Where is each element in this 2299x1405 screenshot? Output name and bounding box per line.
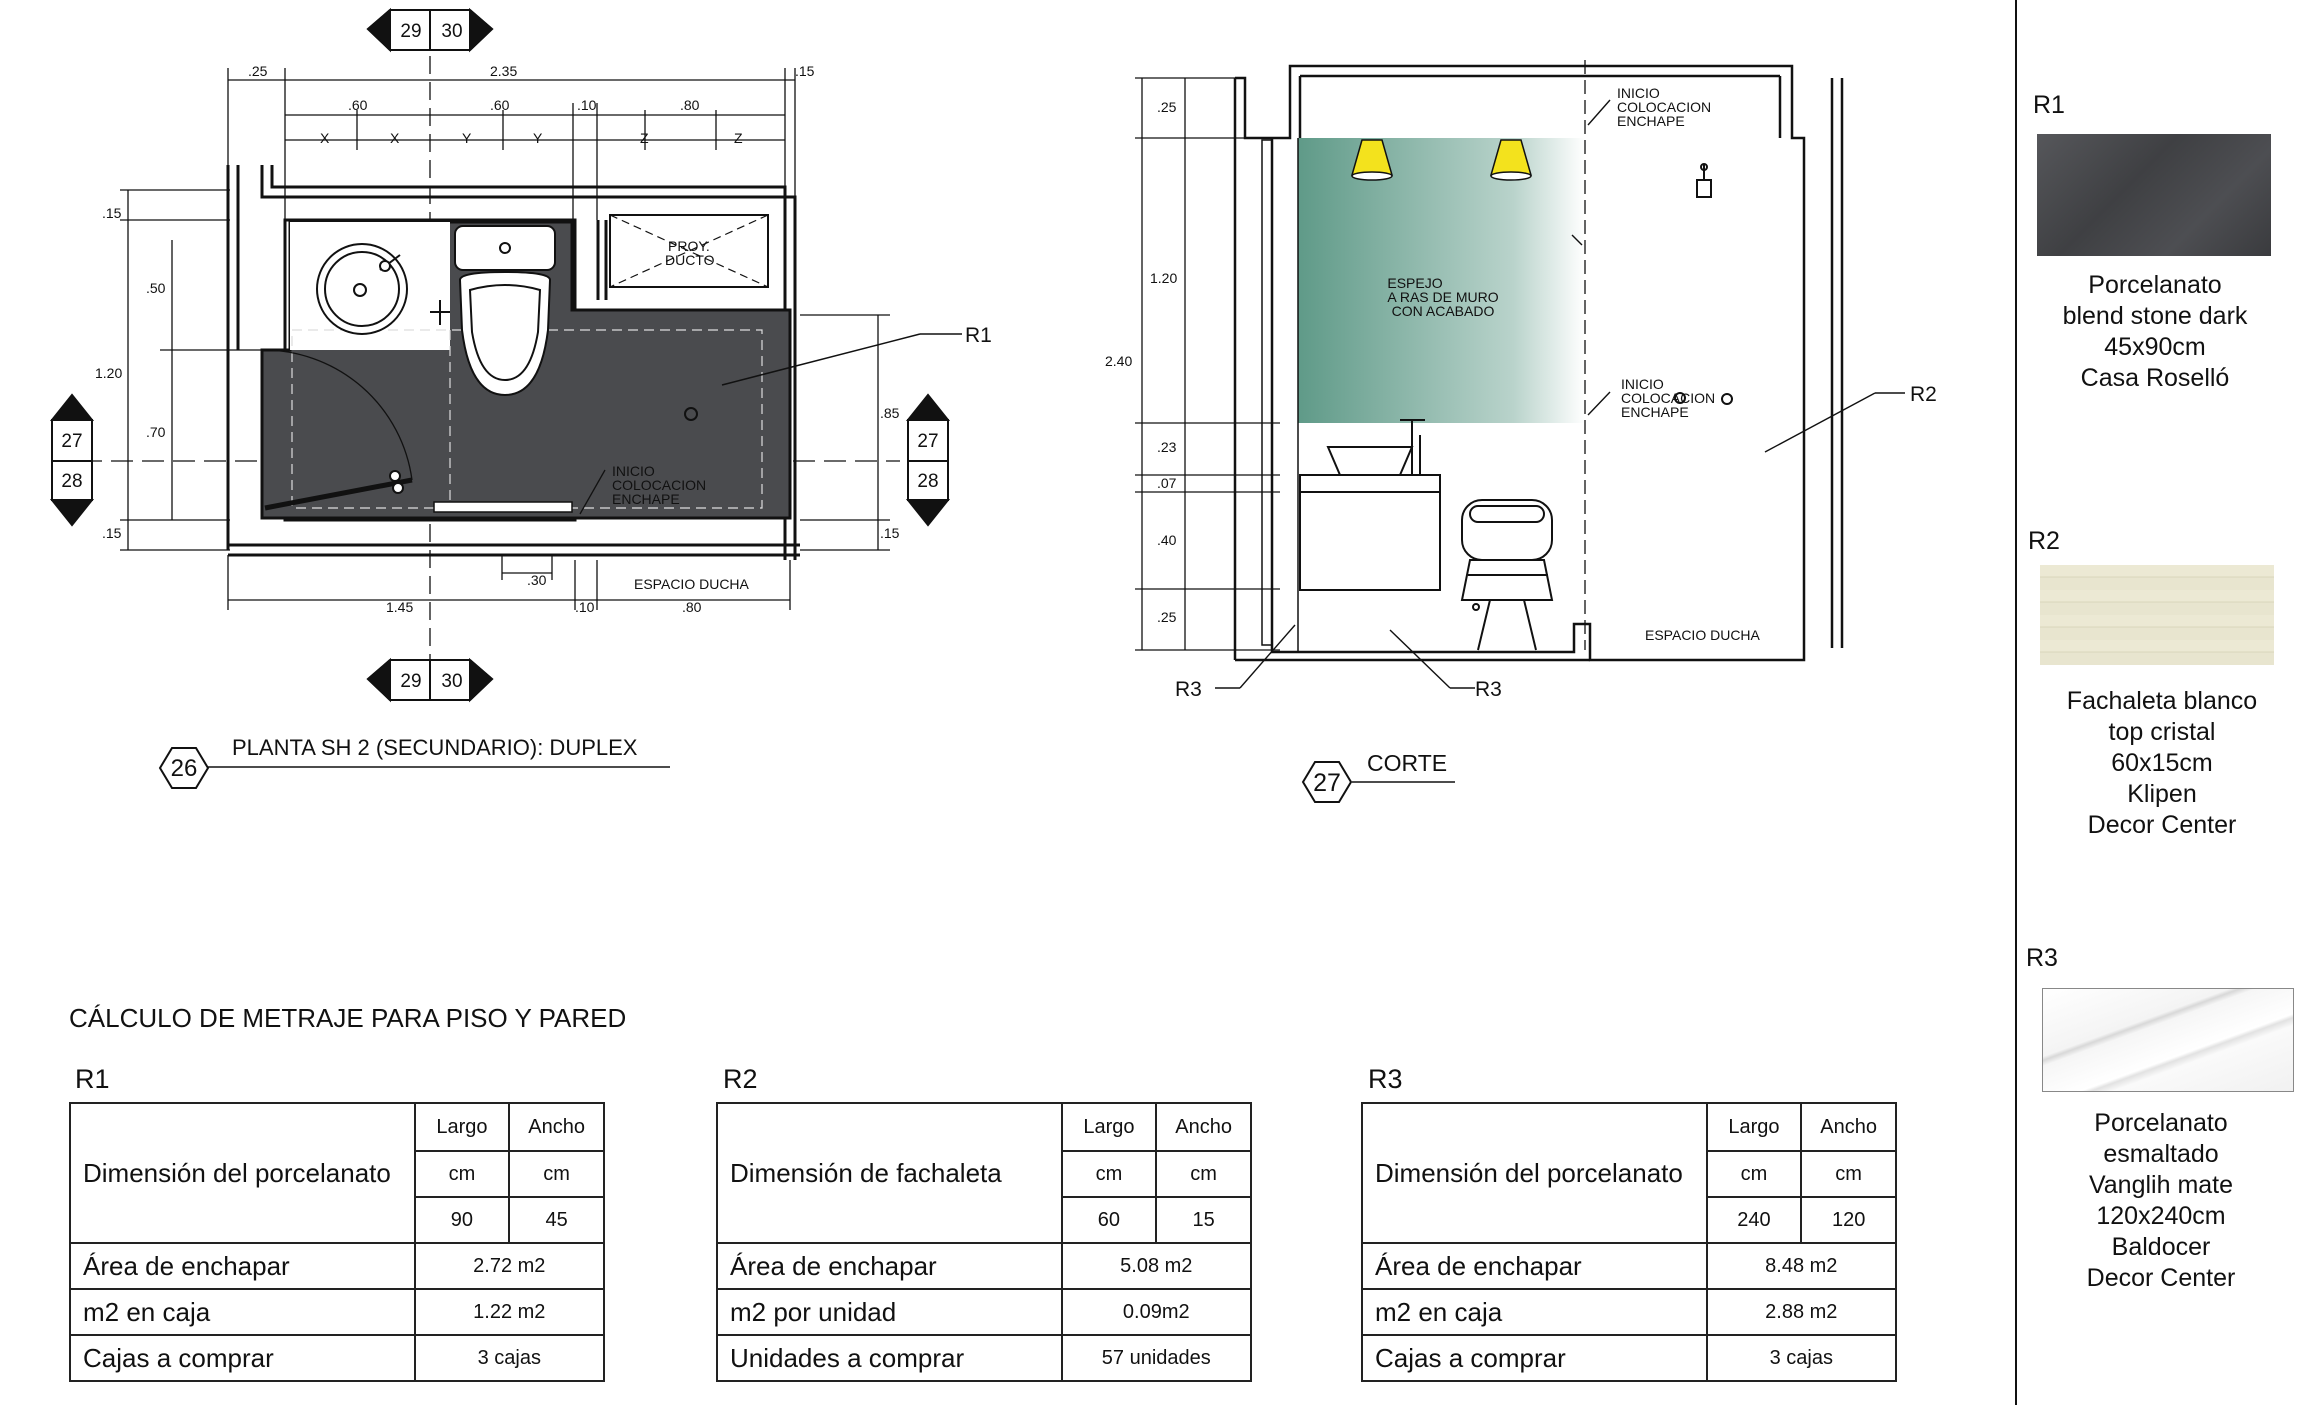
plan-dim-bottom-1: 1.45 [386,599,414,615]
section-dim-5: .40 [1157,532,1177,548]
section-dim-3: .23 [1157,439,1177,455]
plan-start-label-1: INICIO [612,463,655,479]
table-r1-unit-1: cm [415,1151,510,1197]
material-r3-line-6: Decor Center [2086,1264,2236,1292]
material-r3-line-1: Porcelanato [2094,1109,2228,1137]
table-r3 [1361,1102,1897,1382]
plan-dim-right-0: .85 [880,405,900,421]
plan-dim-top-6: .80 [680,97,700,113]
plan-grid-4: Z [640,130,649,146]
table-r2-unit-1: cm [1062,1151,1157,1197]
plan-dim-left-2: 1.20 [95,365,123,381]
section-mirror-label-2: A RAS DE MURO [1387,289,1499,305]
plan-start-label-3: ENCHAPE [612,491,680,507]
plan-dim-top-5: .10 [577,97,597,113]
plan-dim-left-3: .70 [146,424,166,440]
table-r1-largo: 90 [415,1197,510,1243]
table-r3-unit-2: cm [1801,1151,1896,1197]
material-r3-code: R3 [2026,944,2058,972]
table-r3-row2-value: 2.88 m2 [1707,1289,1896,1335]
material-r1-description [2020,270,2290,394]
table-r2-largo: 60 [1062,1197,1157,1243]
section-dim-1: 1.20 [1150,270,1178,286]
section-drawing [1135,60,1905,802]
table-r3-row1-value: 8.48 m2 [1707,1243,1896,1289]
material-r2-description [2027,686,2297,841]
table-r3-unit-1: cm [1707,1151,1802,1197]
material-r1-line-3: 45x90cm [2104,333,2206,361]
section-dim-2: 2.40 [1105,353,1133,369]
material-r1-line-1: Porcelanato [2088,271,2222,299]
plan-title: PLANTA SH 2 (SECUNDARIO): DUPLEX [232,735,638,760]
plan-r1-tag: R1 [965,324,992,347]
marker-left-28: 28 [61,471,83,492]
plan-grid-1: X [390,130,400,146]
material-r1-line-2: blend stone dark [2062,302,2248,330]
marker-right-28: 28 [917,471,939,492]
material-r1-line-4: Casa Roselló [2080,364,2230,392]
section-dim-4: .07 [1157,475,1177,491]
table-r2-row1-label: Área de enchapar [717,1243,1062,1289]
material-r2-line-4: Klipen [2127,780,2197,808]
table-r1-code: R1 [75,1064,110,1094]
plan-dim-top-2: .15 [795,63,815,79]
marker-bottom-29: 29 [400,671,422,692]
table-r3-largo: 240 [1707,1197,1802,1243]
section-dim-0: .25 [1157,99,1177,115]
table-r1-unit-2: cm [509,1151,604,1197]
section-dim-6: .25 [1157,609,1177,625]
table-r2-row1-value: 5.08 m2 [1062,1243,1251,1289]
plan-sink [317,244,407,334]
marker-right-27: 27 [917,431,939,452]
section-left-dimensions [1135,78,1280,650]
table-r1-row1-value: 2.72 m2 [415,1243,604,1289]
section-vanity [1300,420,1440,590]
material-r2-line-1: Fachaleta blanco [2066,687,2258,715]
plan-dim-bottom-2: .10 [575,599,595,615]
material-r3-line-3: Vanglih mate [2088,1171,2234,1199]
table-r3-code: R3 [1368,1064,1403,1094]
material-r2-line-5: Decor Center [2087,811,2237,839]
plan-dim-top-3: .60 [348,97,368,113]
table-r3-row3-label: Cajas a comprar [1362,1335,1707,1381]
material-r3-swatch [2042,988,2294,1092]
section-shower-head [1675,164,1732,404]
material-r3-line-4: 120x240cm [2096,1202,2226,1230]
plan-shower-label: ESPACIO DUCHA [634,576,749,592]
plan-right-dimensions [800,315,890,550]
section-start2-label-1: INICIO [1621,376,1664,392]
table-r2-row2-label: m2 por unidad [717,1289,1062,1335]
plan-dim-top-1: 2.35 [490,63,518,79]
plan-dim-top-0: .25 [248,63,268,79]
table-r1-ancho: 45 [509,1197,604,1243]
table-r2-ancho: 15 [1156,1197,1251,1243]
plan-threshold [434,502,572,512]
section-title: CORTE [1367,750,1448,776]
section-r3-tag-left: R3 [1175,678,1202,701]
section-shower-label: ESPACIO DUCHA [1645,627,1760,643]
marker-bottom-30: 30 [441,671,463,692]
table-r2-h-ancho: Ancho [1156,1103,1251,1151]
table-r2-row3-label: Unidades a comprar [717,1335,1062,1381]
material-r1-swatch [2037,134,2271,256]
material-r3-line-2: esmaltado [2103,1140,2219,1168]
table-r3-h-ancho: Ancho [1801,1103,1896,1151]
section-start-label-3: ENCHAPE [1617,113,1685,129]
plan-duct-label-2: DUCTO [665,252,715,268]
plan-number: 26 [170,755,198,782]
material-r2-swatch [2040,565,2274,665]
section-mirror-label-1: ESPEJO [1387,275,1443,291]
material-r3-line-5: Baldocer [2111,1233,2211,1261]
plan-dim-left-0: .15 [102,205,122,221]
table-r2-row2-value: 0.09m2 [1062,1289,1251,1335]
table-r2 [716,1102,1252,1382]
plan-dim-right-1: .15 [880,525,900,541]
plan-grid-2: Y [462,130,472,146]
plan-dim-left-1: .50 [146,280,166,296]
table-r3-row2-label: m2 en caja [1362,1289,1707,1335]
table-r3-row3-value: 3 cajas [1707,1335,1896,1381]
table-r3-dim-label: Dimensión del porcelanato [1362,1103,1707,1243]
marker-top-30: 30 [441,21,463,42]
section-start2-label-3: ENCHAPE [1621,404,1689,420]
table-r1-h-ancho: Ancho [509,1103,604,1151]
material-r2-code: R2 [2028,527,2060,555]
table-r3-ancho: 120 [1801,1197,1896,1243]
table-r1-row3-label: Cajas a comprar [70,1335,415,1381]
table-r2-code: R2 [723,1064,758,1094]
plan-dim-left-4: .15 [102,525,122,541]
table-r2-unit-2: cm [1156,1151,1251,1197]
plan-duct-label-1: PROY. [668,238,710,254]
table-r2-dim-label: Dimensión de fachaleta [717,1103,1062,1243]
table-r2-h-largo: Largo [1062,1103,1157,1151]
floor-plan [80,30,962,767]
table-r2-row3-value: 57 unidades [1062,1335,1251,1381]
plan-grid-5: Z [734,130,743,146]
section-start-label-2: COLOCACION [1617,99,1712,115]
section-mirror-label-3: CON ACABADO [1391,303,1495,319]
material-r2-line-3: 60x15cm [2111,749,2213,777]
section-r2-tag: R2 [1910,383,1937,406]
plan-grid-3: Y [533,130,543,146]
table-r1-dim-label: Dimensión del porcelanato [70,1103,415,1243]
table-r1-h-largo: Largo [415,1103,510,1151]
table-r1-row3-value: 3 cajas [415,1335,604,1381]
section-number: 27 [1313,769,1341,797]
table-r1 [69,1102,605,1382]
section-toilet [1462,500,1552,650]
table-r1-row2-value: 1.22 m2 [415,1289,604,1335]
marker-left-27: 27 [61,431,83,452]
plan-dim-bottom-0: .30 [527,572,547,588]
plan-dim-bottom-3: .80 [682,599,702,615]
plan-dim-top-4: .60 [490,97,510,113]
plan-start-label-2: COLOCACION [612,477,707,493]
table-r1-row1-label: Área de enchapar [70,1243,415,1289]
calc-title: CÁLCULO DE METRAJE PARA PISO Y PARED [69,1003,627,1033]
marker-top-29: 29 [400,21,422,42]
material-r2-line-2: top cristal [2108,718,2216,746]
table-r1-row2-label: m2 en caja [70,1289,415,1335]
section-start2-label-2: COLOCACION [1621,390,1716,406]
plan-grid-0: X [320,130,330,146]
table-r3-h-largo: Largo [1707,1103,1802,1151]
section-r3-tag-right: R3 [1475,678,1502,701]
section-start-label-1: INICIO [1617,85,1660,101]
material-r1-code: R1 [2033,91,2065,119]
table-r3-row1-label: Área de enchapar [1362,1243,1707,1289]
material-r3-description [2026,1108,2296,1294]
